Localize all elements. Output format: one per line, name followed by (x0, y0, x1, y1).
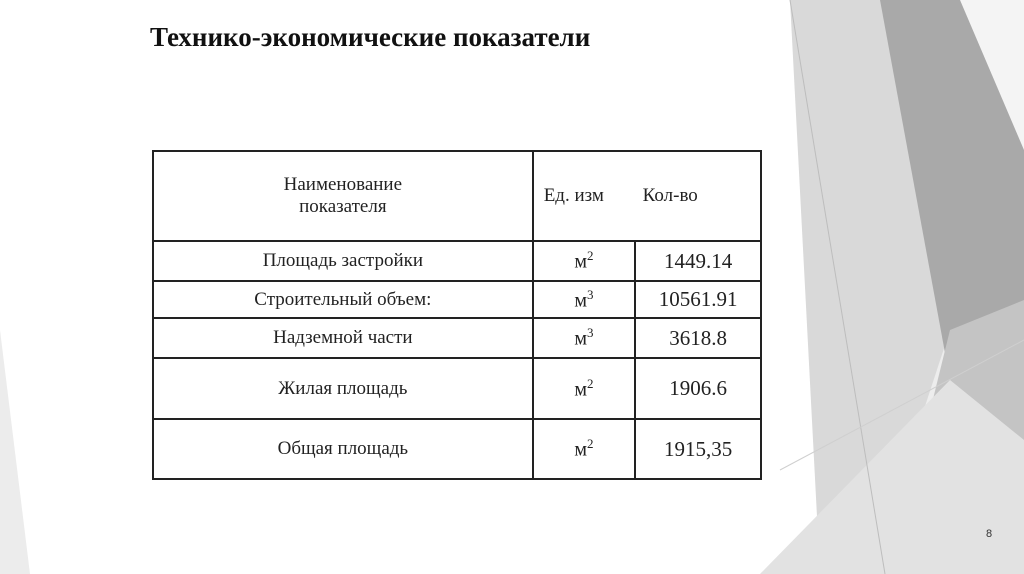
row-quantity: 1449.14 (663, 248, 733, 273)
row-unit-exp: 2 (587, 248, 594, 264)
header-quantity-label: Кол-во (642, 185, 698, 206)
table-row (153, 281, 761, 318)
row-unit-cell (533, 281, 636, 318)
row-quantity: 3618.8 (669, 325, 727, 350)
row-quantity-cell (635, 318, 761, 358)
row-unit-base: м (574, 327, 588, 350)
row-unit-exp: 2 (587, 375, 594, 391)
row-quantity: 1906.6 (669, 376, 727, 400)
row-unit-base: м (574, 289, 588, 312)
row-quantity-cell (635, 241, 761, 281)
header-name-label: Наименование показателя (283, 174, 403, 217)
row-unit-cell (533, 358, 636, 419)
table-header-row (153, 151, 761, 241)
row-name: Площадь застройки (262, 250, 424, 271)
slide-title: Технико-экономические показатели (150, 22, 591, 52)
row-quantity: 10561.91 (658, 287, 738, 311)
row-unit-cell (533, 241, 636, 281)
table-row (153, 358, 761, 419)
header-name-cell (153, 151, 533, 241)
row-name-cell (153, 241, 533, 281)
row-name: Жилая площадь (278, 377, 408, 399)
row-name-cell (153, 419, 533, 479)
table-row (153, 241, 761, 281)
row-name: Общая площадь (277, 438, 409, 459)
header-unit-label: Ед. изм (543, 185, 604, 206)
row-name-cell (153, 358, 533, 419)
row-unit-cell (533, 318, 636, 358)
row-quantity-cell (635, 281, 761, 318)
row-unit-exp: 3 (587, 325, 594, 341)
table-row (153, 318, 761, 358)
page-number: 8 (986, 528, 993, 540)
row-quantity-cell (635, 419, 761, 479)
row-unit-base: м (574, 438, 588, 461)
header-unit-qty-cell (533, 151, 761, 241)
table-row (153, 419, 761, 479)
row-name-cell (153, 281, 533, 318)
left-shape (0, 330, 30, 574)
row-quantity-cell (635, 358, 761, 419)
row-unit-exp: 2 (587, 436, 594, 452)
row-unit-cell (533, 419, 636, 479)
row-unit-base: м (574, 250, 588, 273)
row-name: Строительный объем: (254, 288, 432, 310)
metrics-table (152, 150, 762, 480)
row-quantity: 1915,35 (663, 436, 733, 461)
row-unit-base: м (574, 378, 588, 401)
row-name-cell (153, 318, 533, 358)
row-name: Надземной части (273, 327, 413, 348)
row-unit-exp: 3 (587, 286, 594, 302)
